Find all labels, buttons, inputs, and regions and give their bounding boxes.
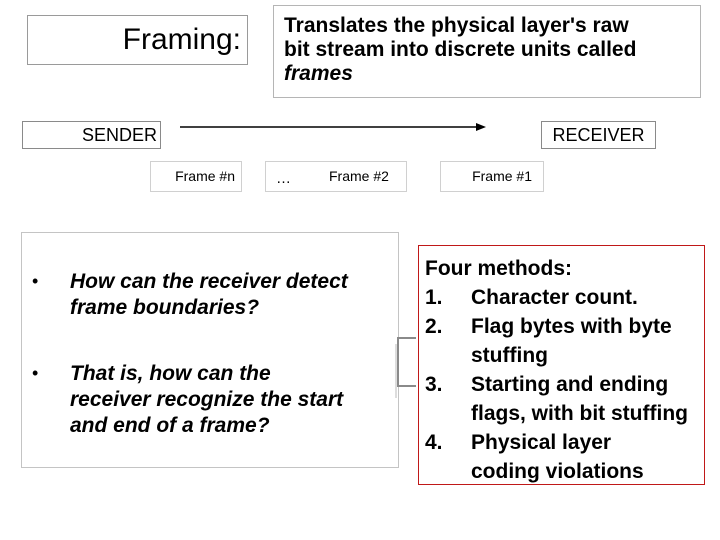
receiver-box [541, 121, 656, 149]
question-bullet-1: • [32, 271, 39, 291]
question-bullet-2: • [32, 363, 39, 383]
brace-mark-bracket [398, 338, 416, 386]
question-1-line-1: How can the receiver detect [70, 270, 348, 293]
sender-label: SENDER [81, 125, 157, 145]
question-2 [70, 361, 400, 439]
method-2-line-2: stuffing [471, 344, 548, 367]
method-4-number: 4. [425, 431, 443, 454]
frame-2-label: Frame #2 [329, 168, 389, 184]
frame-n-label: Frame #n [175, 168, 235, 184]
method-1-number: 1. [425, 286, 443, 309]
question-1-line-2: frame boundaries? [70, 296, 260, 319]
method-3-line-1: Starting and ending [471, 373, 669, 396]
sender-box [22, 121, 161, 149]
question-2-line-1: That is, how can the [70, 362, 271, 385]
method-1-line-1: Character count. [471, 286, 638, 309]
method-2 [471, 312, 703, 370]
method-4-line-2: coding violations [471, 460, 644, 483]
frame-1-label: Frame #1 [472, 168, 532, 184]
method-1 [471, 283, 703, 312]
definition-line-3: frames [284, 62, 353, 85]
method-4-line-1: Physical layer [471, 431, 612, 454]
method-3-number: 3. [425, 373, 443, 396]
definition-box [273, 5, 701, 98]
method-4 [471, 428, 703, 486]
methods-box [418, 245, 705, 485]
receiver-label: RECEIVER [552, 125, 645, 145]
frame-2-box [265, 161, 407, 192]
definition-line-2: bit stream into discrete units called [284, 38, 637, 61]
method-3 [471, 370, 703, 428]
frame-1-box [440, 161, 544, 192]
flow-arrow [180, 119, 490, 135]
brace-mark [394, 338, 418, 400]
framing-title: Framing: [122, 23, 241, 56]
framing-title-box [27, 15, 248, 65]
question-2-line-2: receiver recognize the start [70, 388, 344, 411]
method-2-line-1: Flag bytes with byte [471, 315, 672, 338]
frame-ellipsis: … [276, 170, 291, 187]
flow-arrow-head [476, 123, 486, 131]
definition-line-1: Translates the physical layer's raw [284, 14, 629, 37]
frame-n-box [150, 161, 242, 192]
question-1 [70, 269, 400, 321]
method-3-line-2: flags, with bit stuffing [471, 402, 688, 425]
questions-box [21, 232, 399, 468]
methods-heading: Four methods: [425, 257, 572, 280]
question-2-line-3: and end of a frame? [70, 414, 270, 437]
method-2-number: 2. [425, 315, 443, 338]
